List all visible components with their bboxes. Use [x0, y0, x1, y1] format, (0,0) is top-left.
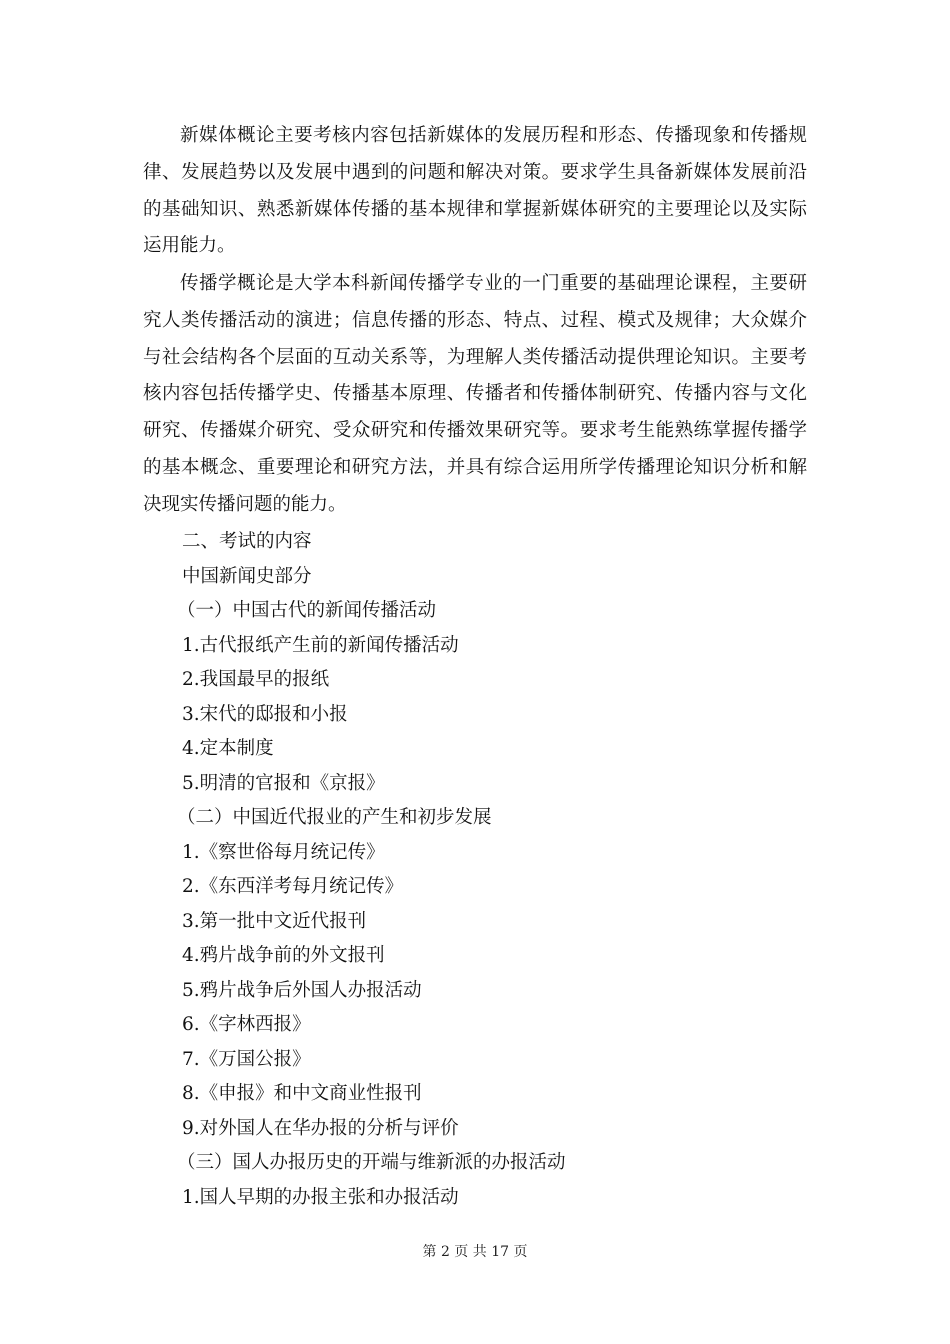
list-item: 1.《察世俗每月统记传》	[182, 842, 385, 863]
list-item: 4.鸦片战争前的外文报刊	[182, 945, 385, 966]
paragraph-communication: 传播学概论是大学本科新闻传播学专业的一门重要的基础理论课程，主要研究人类传播活动的演进；信息传播的形态、特点、过程、模式及规律；大众媒介与社会结构各个层面的互动关系等，为理解人类传播活动提供理论知识。主要考核内容包括传播学史、传播基本原理、传播者和传播体制研究、传播内容与文化研究、传播媒介研究、受众研究和传播效果研究等。要求考生能熟练掌握传播学的基本概念、重要理论和研究方法，并具有综合运用所学传播理论知识分析和解决现实传播问题的能力。	[143, 273, 807, 515]
paragraph-new-media: 新媒体概论主要考核内容包括新媒体的发展历程和形态、传播现象和传播规律、发展趋势以及发展中遇到的问题和解决对策。要求学生具备新媒体发展前沿的基础知识、熟悉新媒体传播的基本规律和掌握新媒体研究的主要理论以及实际运用能力。	[143, 125, 807, 257]
list-item: 3.第一批中文近代报刊	[182, 911, 367, 932]
list-item: 9.对外国人在华办报的分析与评价	[182, 1118, 459, 1139]
list-item: 6.《字林西报》	[182, 1014, 311, 1035]
page-number-footer: 第 2 页 共 17 页	[422, 1244, 528, 1260]
list-item: 1.古代报纸产生前的新闻传播活动	[182, 635, 459, 656]
chapter-heading: （三）国人办报历史的开端与维新派的办报活动	[177, 1152, 566, 1173]
list-item: 2.《东西洋考每月统记传》	[182, 876, 404, 897]
list-item: 1.国人早期的办报主张和办报活动	[182, 1187, 459, 1208]
list-item: 8.《申报》和中文商业性报刊	[182, 1083, 422, 1104]
list-item: 2.我国最早的报纸	[182, 669, 330, 690]
list-item: 7.《万国公报》	[182, 1049, 311, 1070]
section-heading: 二、考试的内容	[182, 531, 312, 552]
list-item: 5.鸦片战争后外国人办报活动	[182, 980, 422, 1001]
list-item: 4.定本制度	[182, 738, 274, 759]
chapter-heading: （二）中国近代报业的产生和初步发展	[177, 807, 492, 828]
subsection-heading: 中国新闻史部分	[182, 566, 312, 587]
list-item: 5.明清的官报和《京报》	[182, 773, 385, 794]
chapter-heading: （一）中国古代的新闻传播活动	[177, 600, 437, 621]
list-item: 3.宋代的邸报和小报	[182, 704, 348, 725]
